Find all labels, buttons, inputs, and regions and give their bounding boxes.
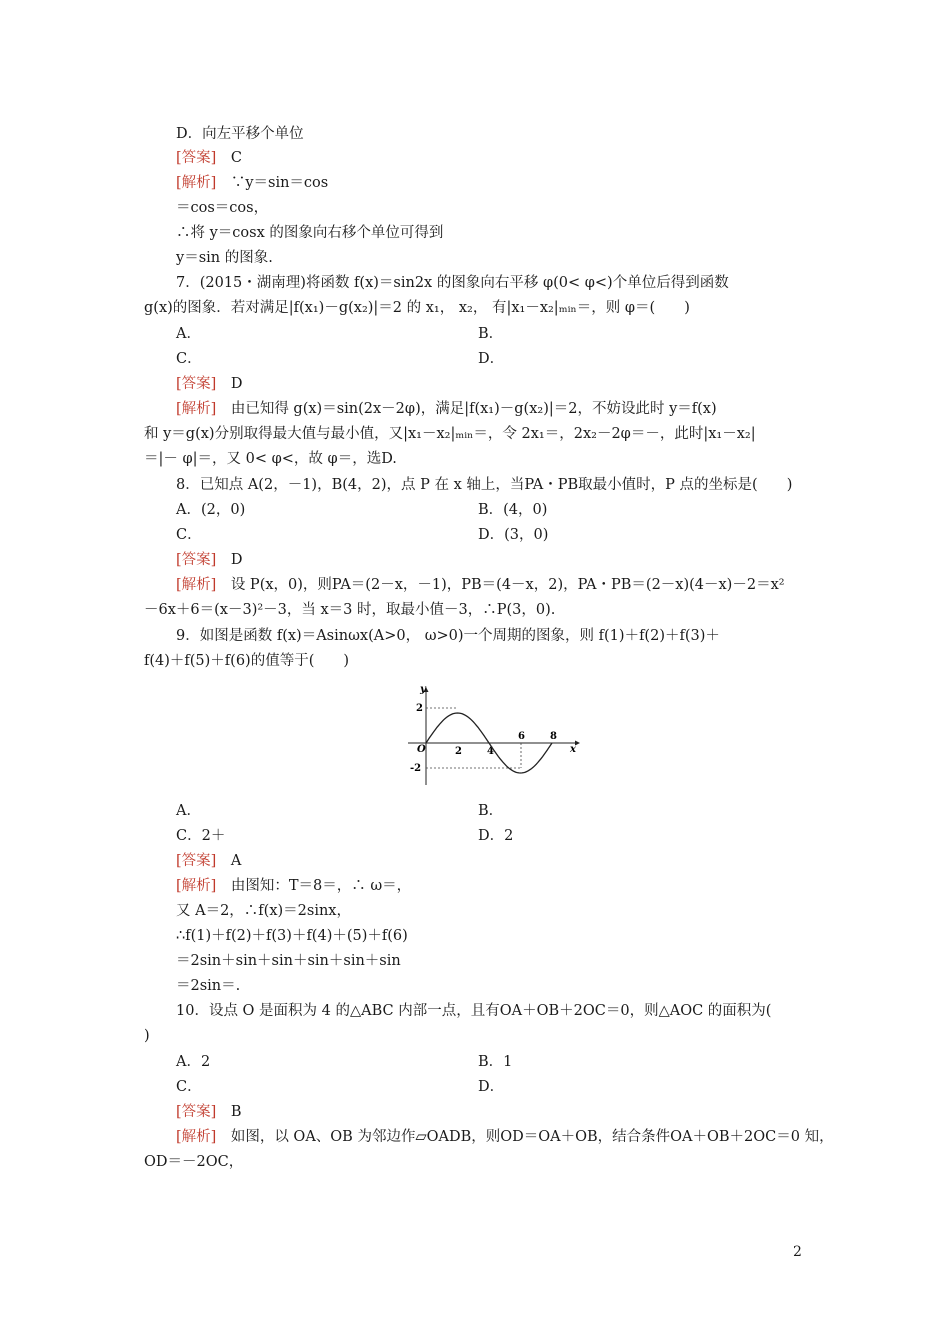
- option-a: A．: [176, 326, 201, 342]
- page-number: 2: [793, 1244, 802, 1260]
- analysis-line: ＝|－ φ|＝，又 0< φ<，故 φ＝，选D.: [144, 451, 397, 467]
- option-d: D．(3，0): [478, 527, 549, 543]
- option-a: A．: [176, 803, 201, 819]
- option-d-q6: D．向左平移个单位: [176, 126, 304, 142]
- option-d: D．: [478, 1079, 505, 1095]
- option-d: D．: [478, 351, 505, 367]
- option-d: D．2: [478, 828, 514, 844]
- question-7-cont: g(x)的图象．若对满足|f(x₁)－g(x₂)|＝2 的 x₁， x₂， 有|x₁－x₂|ₘᵢₙ＝，则 φ＝( ): [144, 300, 690, 316]
- answer-q10: [答案] B: [176, 1104, 242, 1120]
- analysis-tag: [解析]: [176, 175, 217, 191]
- analysis-line: ∴将 y＝cosx 的图象向右移个单位可得到: [176, 225, 444, 241]
- sine-graph: [398, 680, 588, 790]
- x-tick-8: 8: [550, 731, 557, 742]
- analysis-q7: [解析] 由已知得 g(x)＝sin(2x－2φ)，满足|f(x₁)－g(x₂)|＝2，不妨设此时 y＝f(x): [176, 401, 717, 417]
- analysis-q6: [解析] ∵y＝sin＝cos: [176, 175, 329, 191]
- option-c: C．2＋: [176, 828, 226, 844]
- option-c: C．: [176, 527, 202, 543]
- option-b: B．(4，0): [478, 502, 548, 518]
- x-axis-label: x: [570, 744, 576, 755]
- y-axis-label: y: [420, 684, 426, 695]
- option-a: A．(2，0): [176, 502, 246, 518]
- analysis-line: 和 y＝g(x)分别取得最大值与最小值，又|x₁－x₂|ₘᵢₙ＝，令 2x₁＝，2x₂－2φ＝－，此时|x₁－x₂|: [144, 426, 756, 442]
- question-10-cont: ): [144, 1028, 150, 1044]
- analysis-line: ＝2sin＋sin＋sin＋sin＋sin＋sin: [176, 953, 401, 969]
- option-c: C．: [176, 351, 202, 367]
- origin-label: O: [417, 744, 426, 755]
- question-8: 8．已知点 A(2，－1)，B(4，2)，点 P 在 x 轴上，当PA・PB取最小值时，P 点的坐标是( ): [176, 477, 793, 493]
- y-tick-neg2: -2: [410, 763, 422, 774]
- answer-tag: [答案]: [176, 150, 217, 166]
- question-9: 9．如图是函数 f(x)＝Asinωx(A>0， ω>0)一个周期的图象，则 f(1)＋f(2)＋f(3)＋: [176, 628, 720, 644]
- analysis-q10: [解析] 如图，以 OA、OB 为邻边作▱OADB，则OD＝OA＋OB，结合条件OA＋OB＋2OC＝0 知，: [176, 1129, 834, 1145]
- option-a: A．2: [176, 1054, 211, 1070]
- analysis-line: y＝sin 的图象.: [176, 250, 273, 266]
- x-tick-2: 2: [455, 746, 462, 757]
- analysis-line: ＝2sin＝.: [176, 978, 241, 994]
- y-tick-2: 2: [416, 703, 423, 714]
- analysis-line: 又 A＝2，∴f(x)＝2sinx，: [176, 903, 351, 919]
- analysis-q9: [解析] 由图知：T＝8＝，∴ ω＝，: [176, 878, 412, 894]
- option-b: B．1: [478, 1054, 513, 1070]
- answer-q8: [答案] D: [176, 552, 243, 568]
- sine-graph-figure: [398, 680, 588, 794]
- option-c: C．: [176, 1079, 202, 1095]
- x-tick-4: 4: [487, 746, 494, 757]
- answer-q6: [答案] C: [176, 150, 242, 166]
- question-10: 10．设点 O 是面积为 4 的△ABC 内部一点，且有OA＋OB＋2OC＝0，则△AOC 的面积为(: [176, 1003, 772, 1019]
- question-7: 7．(2015・湖南理)将函数 f(x)＝sin2x 的图象向右平移 φ(0< φ<)个单位后得到函数: [176, 275, 729, 291]
- analysis-line: ＝cos＝cos，: [176, 200, 269, 216]
- analysis-line: －6x＋6＝(x－3)²－3，当 x＝3 时，取最小值－3，∴P(3，0).: [144, 602, 556, 618]
- analysis-line: ∴f(1)＋f(2)＋f(3)＋f(4)＋(5)＋f(6): [176, 928, 408, 944]
- x-tick-6: 6: [518, 731, 525, 742]
- analysis-q8: [解析] 设 P(x，0)，则PA＝(2－x，－1)，PB＝(4－x，2)，PA・PB＝(2－x)(4－x)－2＝x²: [176, 577, 785, 593]
- option-b: B．: [478, 803, 504, 819]
- question-9-cont: f(4)＋f(5)＋f(6)的值等于( ): [144, 653, 350, 669]
- answer-q9: [答案] A: [176, 853, 242, 869]
- analysis-line: OD＝－2OC，: [144, 1154, 244, 1170]
- answer-q7: [答案] D: [176, 376, 243, 392]
- option-b: B．: [478, 326, 504, 342]
